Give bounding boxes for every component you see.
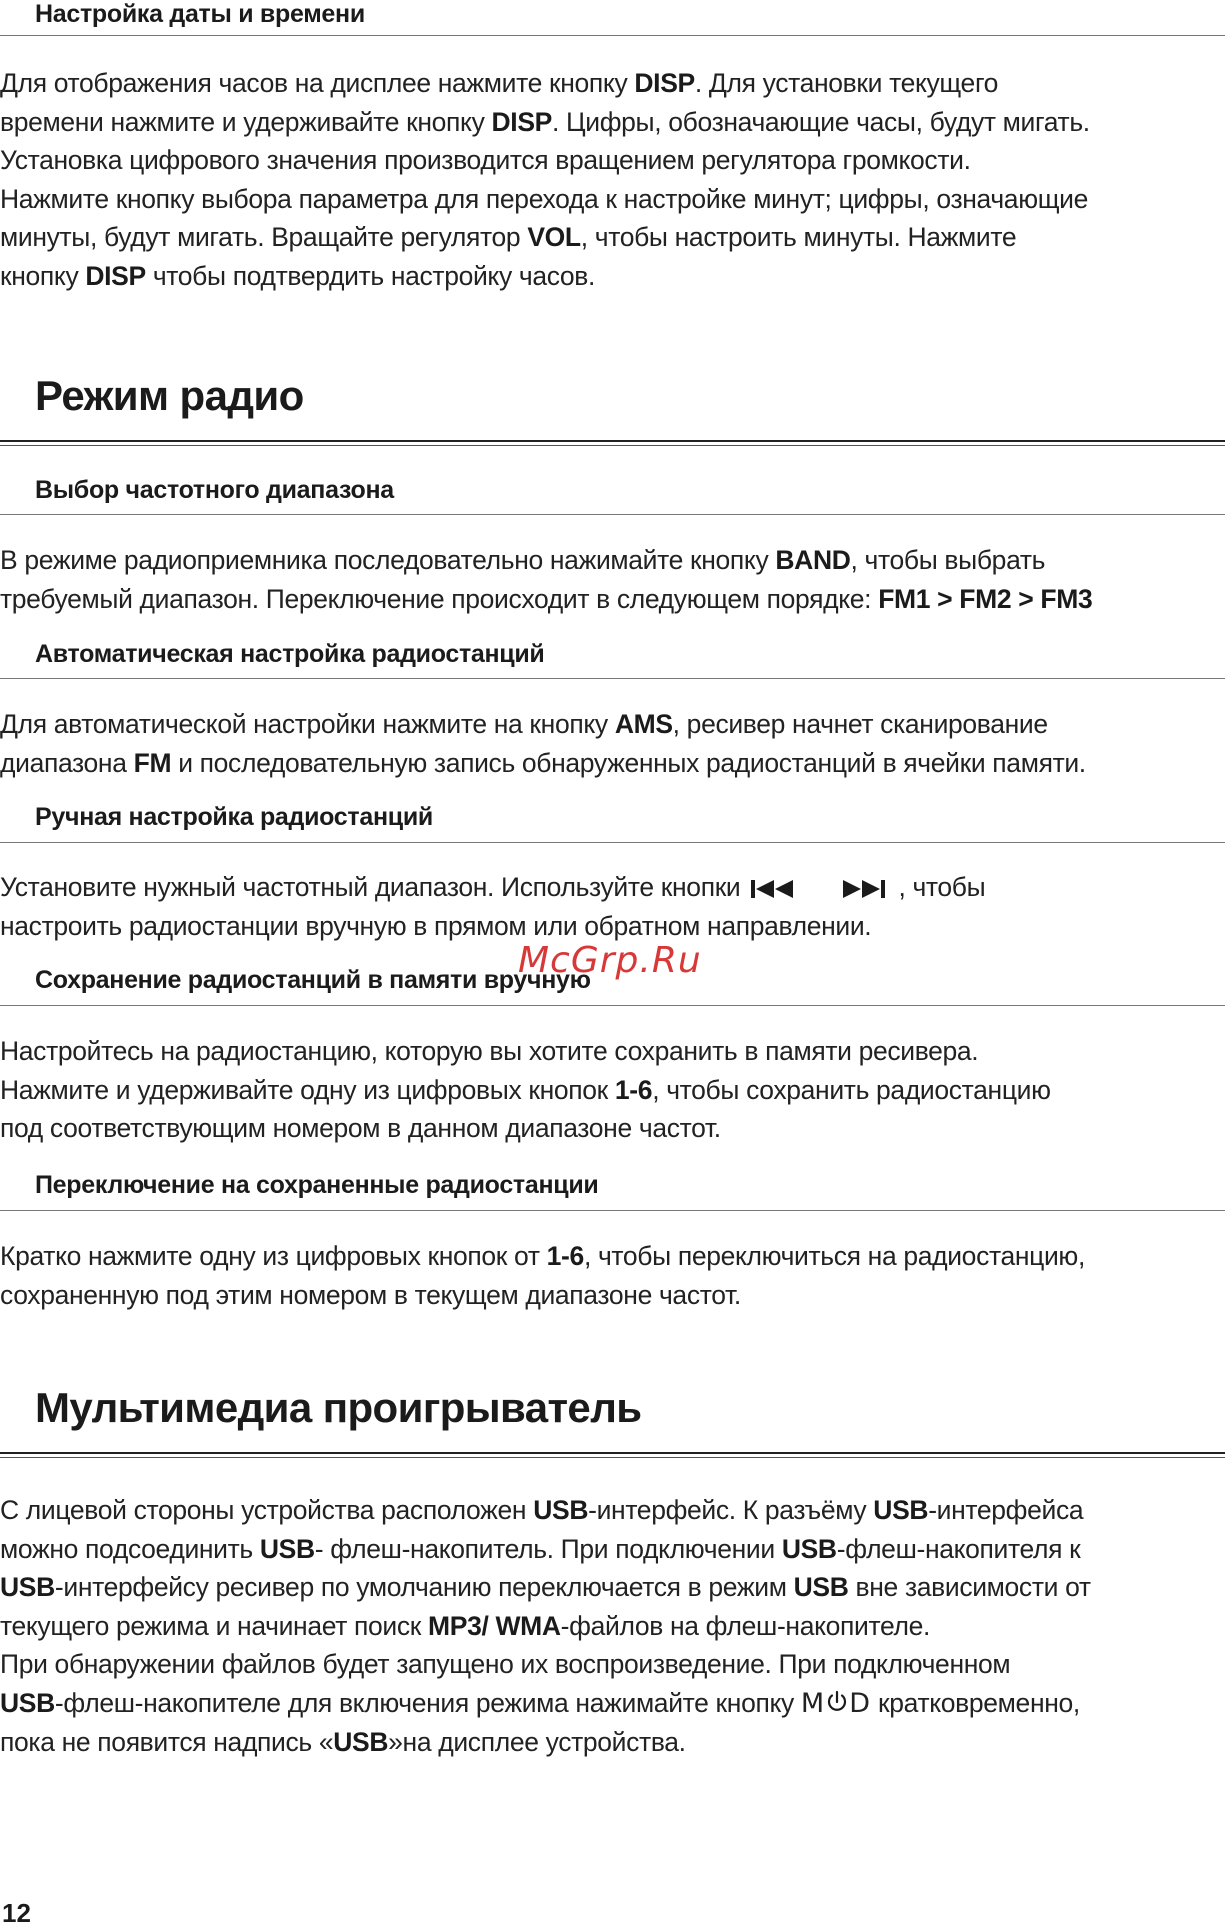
power-icon [825,1690,849,1714]
heading-save-stations: Сохранение радиостанций в памяти вручную [35,966,591,994]
divider [0,35,1225,36]
mode-button-label: M D [800,1687,872,1719]
title-radio-mode: Режим радио [35,372,304,419]
paragraph-auto-tuning: Для автоматической настройки нажмите на кнопку AMS, ресивер начнет сканирование диапазона FM и последовательную запись обнаруженных радиостанций в ячейки памяти. [0,709,1086,778]
divider [0,678,1225,679]
double-divider [0,1452,1225,1458]
divider [0,842,1225,843]
heading-auto-tuning: Автоматическая настройка радиостанций [35,640,545,668]
divider [0,514,1225,515]
skip-previous-icon [747,878,799,900]
paragraph-manual-tuning: Установите нужный частотный диапазон. Используйте кнопки , чтобы настроить радиостанции вручную в прямом или обратном направлении. [0,872,986,941]
divider [0,1005,1225,1006]
watermark: McGrp.Ru [518,940,702,981]
title-multimedia-player: Мультимедиа проигрыватель [35,1384,642,1431]
skip-next-icon [839,878,891,900]
divider [0,1210,1225,1211]
heading-recall-stations: Переключение на сохраненные радиостанции [35,1171,599,1199]
paragraph-recall-stations: Кратко нажмите одну из цифровых кнопок от 1-6, чтобы переключиться на радиостанцию, сохраненную под этим номером в текущем диапазоне частот. [0,1241,1085,1310]
paragraph-multimedia: С лицевой стороны устройства расположен USB-интерфейс. К разъёму USB-интерфейса можно подсоединить USB- флеш-накопитель. При подключении USB-флеш-накопителя к USB-интерфейсу ресивер по умолчанию переключается в режим USB вне зависимости от текущего режима и начинает поиск MP3/ WMA-файлов на флеш-накопителе. При обнаружении файлов будет запущено их воспроизведение. При подключенном USB-флеш-накопителе для включения режима нажимайте кнопку M D кратковременно, пока не появится надпись «USB»на дисплее устройства. [0,1495,1091,1757]
paragraph-save-stations: Настройтесь на радиостанцию, которую вы хотите сохранить в памяти ресивера. Нажмите и удерживайте одну из цифровых кнопок 1-6, чтобы сохранить радиостанцию под соответствующим номером в данном диапазоне частот. [0,1036,1051,1143]
heading-manual-tuning: Ручная настройка радиостанций [35,803,433,831]
page-number: 12 [2,1898,31,1928]
paragraph-band-select: В режиме радиоприемника последовательно нажимайте кнопку BAND, чтобы выбрать требуемый диапазон. Переключение происходит в следующем порядке: FM1 > FM2 > FM3 [0,545,1093,614]
heading-datetime: Настройка даты и времени [35,0,365,28]
double-divider [0,440,1225,446]
heading-band-select: Выбор частотного диапазона [35,476,394,504]
paragraph-datetime: Для отображения часов на дисплее нажмите кнопку DISP. Для установки текущего времени нажмите и удерживайте кнопку DISP. Цифры, обозначающие часы, будут мигать. Установка цифрового значения производится вращением регулятора громкости. Нажмите кнопку выбора параметра для перехода к настройке минут; цифры, означающие минуты, будут мигать. Вращайте регулятор VOL, чтобы настроить минуты. Нажмите кнопку DISP чтобы подтвердить настройку часов. [0,68,1090,291]
